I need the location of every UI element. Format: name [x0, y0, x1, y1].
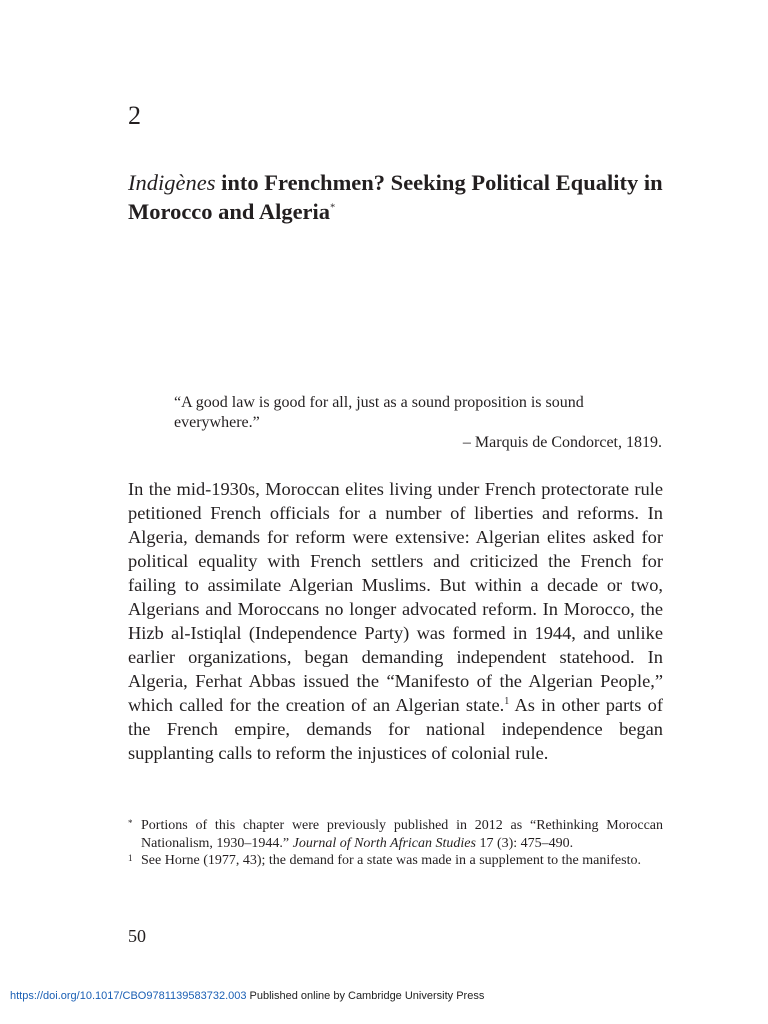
chapter-title-italic: Indigènes: [128, 170, 216, 195]
footnotes: [128, 817, 663, 870]
chapter-title: [128, 168, 668, 226]
epigraph-attribution: – Marquis de Condorcet, 1819.: [462, 434, 662, 451]
doi-footer: [10, 989, 484, 1003]
chapter-title-footnote-mark: *: [330, 202, 336, 214]
doi-link[interactable]: https://doi.org/10.1017/CBO9781139583732.003: [10, 990, 247, 1002]
body-text-part1: In the mid-1930s, Moroccan elites living under French protectorate rule petitioned French officials for a number of liberties and reforms. In Algeria, demands for reform were extensive: Algerian elites asked for political equality with French settlers and criticized the French for failing to assimilate Algerian Muslims. But within a decade or two, Algerians and Moroccans no longer advocated reform. In Morocco, the Hizb al-Istiqlal (Independence Party) was formed in 1944, and unlike earlier organizations, began demanding independent statehood. In Algeria, Ferhat Abbas issued the “Manifesto of the Algerian People,” which called for the creation of an Algerian state.: [128, 479, 663, 715]
footnote-reference-1: 1: [504, 695, 510, 707]
epigraph: [174, 393, 662, 453]
footnote-1-text: See Horne (1977, 43); the demand for a state was made in a supplement to the manifesto.: [141, 853, 641, 868]
footnote-star: [128, 817, 663, 852]
footnote-star-text-b: 17 (3): 475–490.: [475, 835, 574, 851]
page-number: 50: [128, 926, 146, 946]
footnote-star-text-a: Portions of this chapter were previously published in 2012 as “Rethinking Moroccan Nationalism, 1930–1944.”: [141, 818, 663, 851]
footnote-1: [128, 852, 663, 870]
publisher-note: Published online by Cambridge University Press: [246, 990, 485, 1002]
chapter-number: 2: [128, 101, 141, 130]
body-paragraph: [128, 477, 663, 765]
footnote-star-mark: *: [128, 818, 133, 828]
body-text-part2: As in other parts of the French empire, demands for national independence began supplanting calls to reform the injustices of colonial rule.: [128, 695, 664, 763]
footnote-star-journal: Journal of North African Studies: [292, 835, 476, 851]
epigraph-quote: “A good law is good for all, just as a sound proposition is sound everywhere.”: [174, 394, 584, 431]
chapter-title-text: into Frenchmen? Seeking Political Equality in Morocco and Algeria: [128, 170, 663, 224]
footnote-1-mark: 1: [128, 853, 133, 863]
